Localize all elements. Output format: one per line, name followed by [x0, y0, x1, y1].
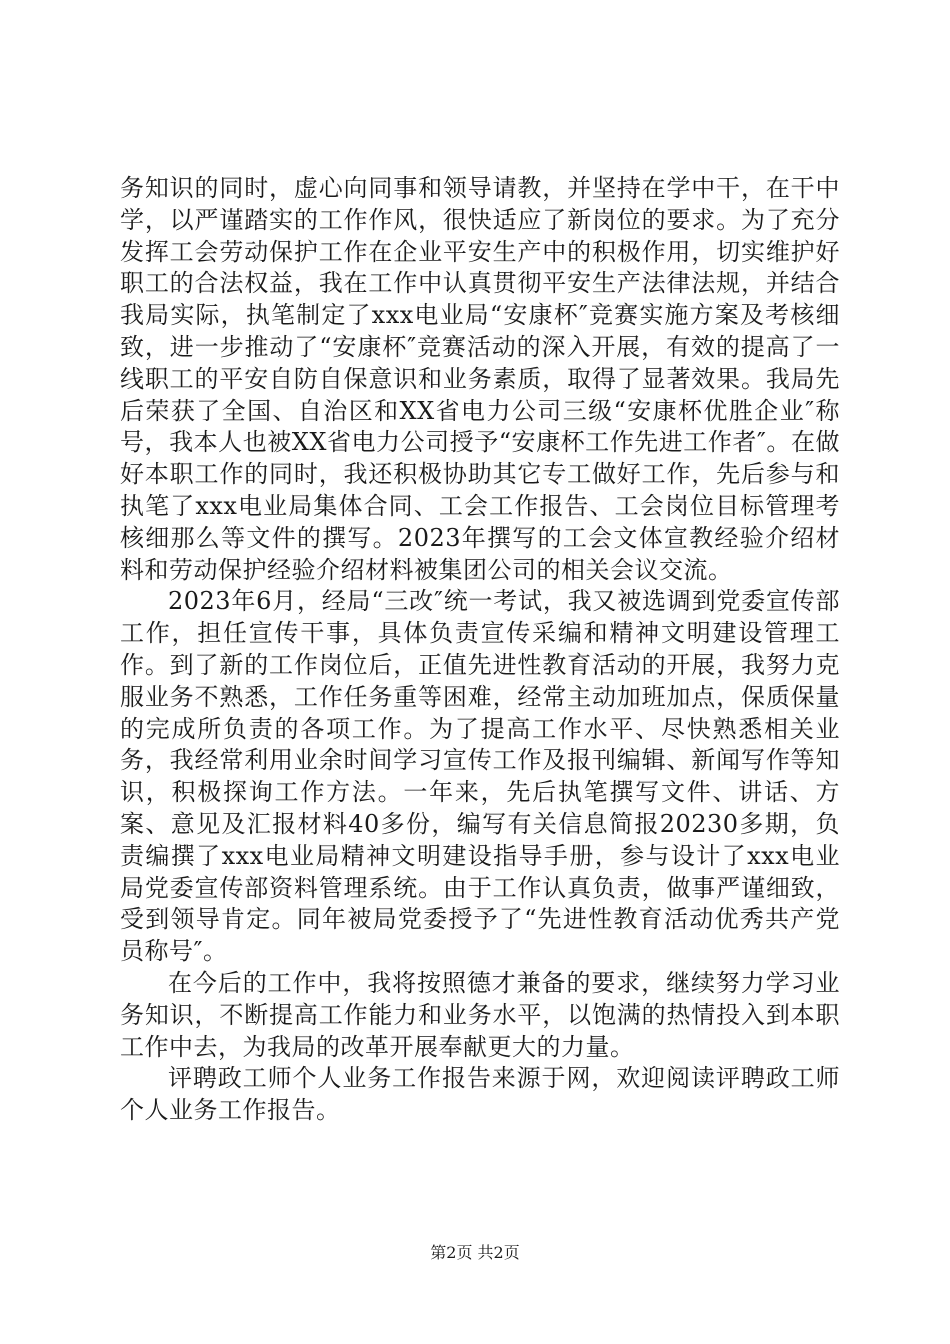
paragraph-future-work: 在今后的工作中，我将按照德才兼备的要求，继续努力学习业务知识，不断提高工作能力和业务水平，以饱满的热情投入到本职工作中去，为我局的改革开展奉献更大的力量。	[120, 968, 840, 1061]
page-number-footer: 第2页 共2页	[430, 1243, 520, 1262]
document-body	[120, 173, 840, 1127]
paragraph-source-note: 评聘政工师个人业务工作报告来源于网，欢迎阅读评聘政工师个人业务工作报告。	[120, 1064, 840, 1125]
paragraph-continuation: 务知识的同时，虚心向同事和领导请教，并坚持在学中干，在干中学，以严谨踏实的工作作风，很快适应了新岗位的要求。为了充分发挥工会劳动保护工作在企业平安生产中的积极作用，切实维护好职工的合法权益，我在工作中认真贯彻平安生产法律法规，并结合我局实际，执笔制定了xxx电业局“安康杯″竞赛实施方案及考核细致，进一步推动了“安康杯″竞赛活动的深入开展，有效的提高了一线职工的平安自防自保意识和业务素质，取得了显著效果。我局先后荣获了全国、自治区和XX省电力公司三级“安康杯优胜企业″称号，我本人也被XX省电力公司授予“安康杯工作先进工作者″。在做好本职工作的同时，我还积极协助其它专工做好工作，先后参与和执笔了xxx电业局集体合同、工会工作报告、工会岗位目标管理考核细那么等文件的撰写。2023年撰写的工会文体宣教经验介绍材料和劳动保护经验介绍材料被集团公司的相关会议交流。	[120, 174, 840, 584]
paragraph-propaganda-work: 2023年6月，经局“三改″统一考试，我又被选调到党委宣传部工作，担任宣传干事，具体负责宣传采编和精神文明建设管理工作。到了新的工作岗位后，正值先进性教育活动的开展，我努力克服业务不熟悉，工作任务重等困难，经常主动加班加点，保质保量的完成所负责的各项工作。为了提高工作水平、尽快熟悉相关业务，我经常利用业余时间学习宣传工作及报刊编辑、新闻写作等知识，积极探询工作方法。一年来，先后执笔撰写文件、讲话、方案、意见及汇报材料40多份，编写有关信息简报20230多期，负责编撰了xxx电业局精神文明建设指导手册，参与设计了xxx电业局党委宣传部资料管理系统。由于工作认真负责，做事严谨细致，受到领导肯定。同年被局党委授予了“先进性教育活动优秀共产党员称号″。	[120, 587, 840, 966]
